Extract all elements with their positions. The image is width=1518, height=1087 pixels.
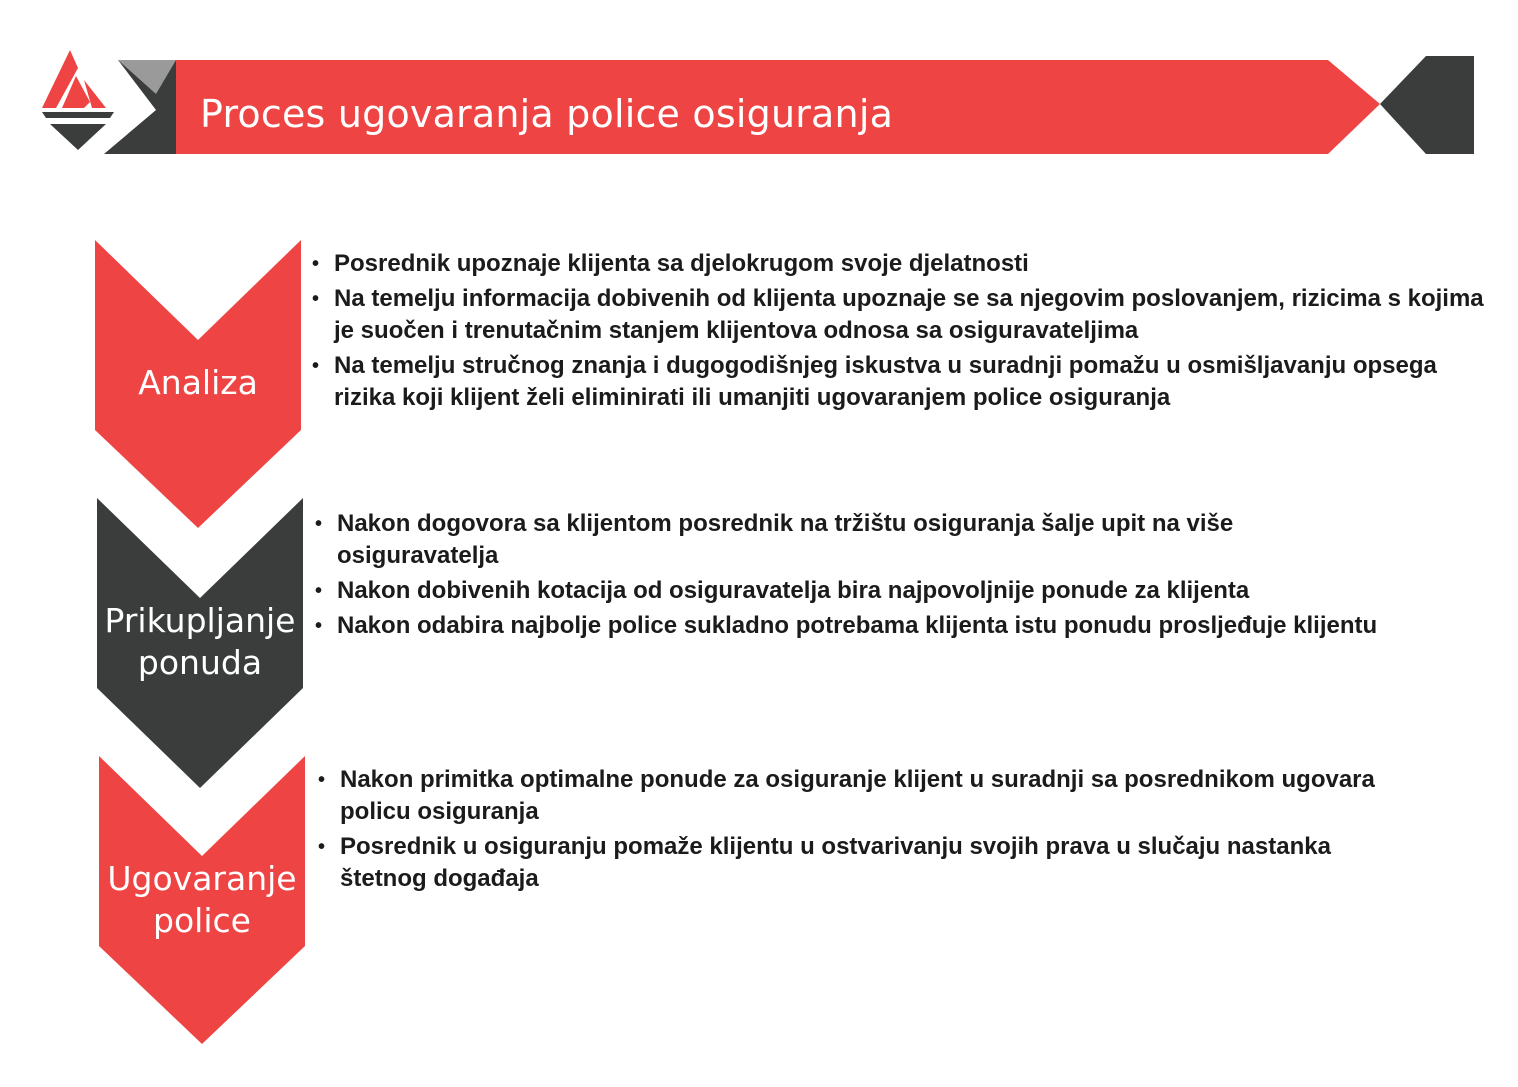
step-label: Prikupljanje ponuda [104, 601, 296, 682]
step-prikupljanje-bullets [315, 508, 1400, 645]
bullet-item: • Posrednik u osiguranju pomaže klijentu u ostvarivanju svojih prava u slučaju nastanka štetnog događaja [318, 831, 1408, 895]
bullet-item: • Nakon odabira najbolje police sukladno potrebama klijenta istu ponudu prosljeđuje klijentu [315, 610, 1400, 642]
step-label: Analiza [138, 363, 258, 402]
step-analiza-bullets [312, 248, 1487, 417]
bullet-item: • Nakon primitka optimalne ponude za osiguranje klijent u suradnji sa posrednikom ugovara policu osiguranja [318, 764, 1408, 828]
bullet-item: • Na temelju informacija dobivenih od klijenta upoznaje se sa njegovim poslovanjem, rizicima s kojima je suočen i trenutačnim stanjem klijentova odnosa sa osiguravateljima [312, 283, 1487, 347]
step-analiza-chevron [95, 240, 301, 528]
step-label: Ugovaranje police [107, 859, 297, 940]
step-ugovaranje-chevron [99, 756, 305, 1044]
step-prikupljanje-chevron [97, 498, 303, 788]
page-title: Proces ugovaranja police osiguranja [200, 92, 894, 136]
bullet-item: • Posrednik upoznaje klijenta sa djelokrugom svoje djelatnosti [312, 248, 1487, 280]
bullet-item: • Na temelju stručnog znanja i dugogodišnjeg iskustva u suradnji pomažu u osmišljavanju opsega rizika koji klijent želi eliminirati ili umanjiti ugovaranjem police osiguranja [312, 350, 1487, 414]
bullet-item: • Nakon dobivenih kotacija od osiguravatelja bira najpovoljnije ponude za klijenta [315, 575, 1400, 607]
step-ugovaranje-bullets [318, 764, 1408, 898]
bullet-item: • Nakon dogovora sa klijentom posrednik na tržištu osiguranja šalje upit na više osiguravatelja [315, 508, 1400, 572]
